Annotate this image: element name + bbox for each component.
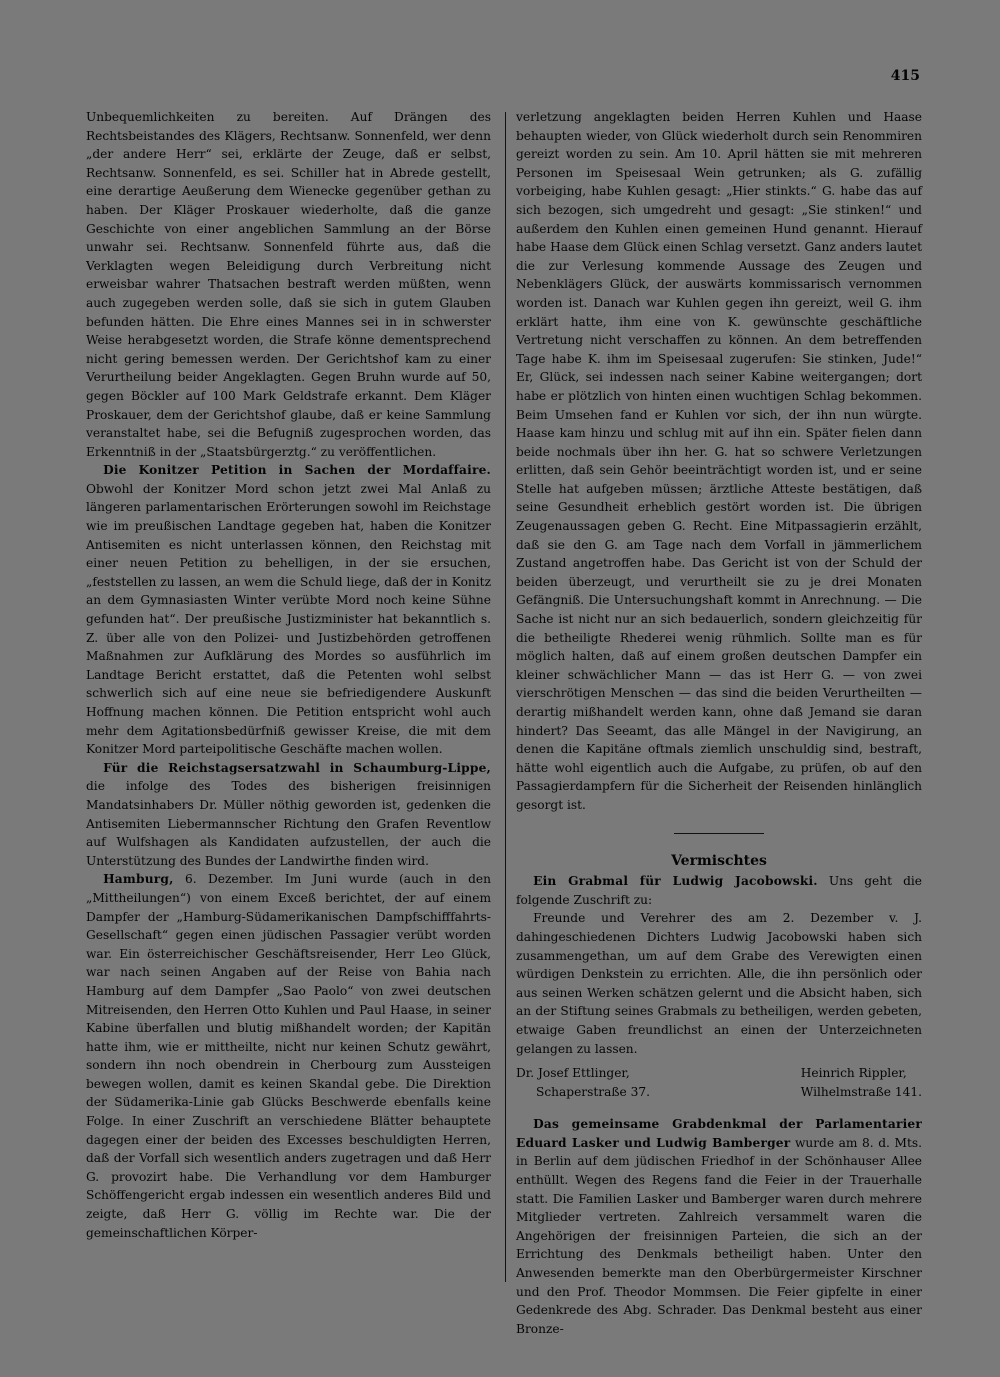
signature-2-address: Wilhelmstraße 141.	[800, 1084, 922, 1099]
vermischtes-title: Vermischtes	[671, 852, 767, 869]
page-number: 415	[890, 68, 920, 84]
grabmal-body: Freunde und Verehrer des am 2. Dezember v. J. dahingeschiedenen Dichters Ludwig Jacobowski haben sich zusammengethan, um auf dem Grabe des Verewigten einen würdigen Denkstein zu errichten. Alle, die ihn persönlich oder aus seinen Werken schätzen gelernt und die Absicht haben, sich an der Stiftung seines Grabmals zu betheiligen, werden gebeten, etwaige Gaben freundlichst an einen der Unterzeichneten gelangen zu lassen.	[516, 911, 922, 1056]
hamburg-body: 6. Dezember. Im Juni wurde (auch in den „Mittheilungen“) von einem Exceß berichtet, der auf einem Dampfer der „Hamburg-Südamerikanischen Dampfschifffahrts-Gesellschaft“ gegen einen jüdischen Passagier verübt worden war. Ein österreichischer Geschäftsreisender, Herr Leo Glück, war nach seinen Angaben auf der Reise von Bahia nach Hamburg auf dem Dampfer „Sao Paolo“ von zwei deutschen Mitreisenden, den Herren Otto Kuhlen und Paul Haase, in seiner Kabine überfallen und blutig mißhandelt worden; der Kapitän hatte ihm, wie er mittheilte, nicht nur keinen Schutz gewährt, sondern ihn noch obendrein in Cherbourg zum Aussteigen bewegen wollen, damit es keinen Skandal gebe. Die Direktion der Südamerika-Linie gab Glücks Beschwerde ebenfalls keine Folge. In einer Zuschrift an verschiedene Blätter behauptete dagegen einer der beiden des Excesses beschuldigten Herren, daß der Vorfall sich wesentlich anders zugetragen und daß Herr G. provozirt habe. Die Verhandlung vor dem Hamburger Schöffengericht ergab indessen ein wesentlich anderes Bild und zeigte, daß Herr G. völlig im Rechte war. Die der gemeinschaftlichen Körper-	[86, 872, 491, 1240]
signature-2-name: Heinrich Rippler,	[800, 1066, 907, 1081]
grabmal-headline: Ein Grabmal für Ludwig Jacobowski.	[533, 874, 818, 889]
konitz-article	[86, 461, 491, 759]
schaumburg-headline: Für die Reichstagsersatzwahl in Schaumburg-Lippe,	[103, 760, 491, 775]
left-column	[86, 108, 491, 1242]
signature-1-address: Schaperstraße 37.	[536, 1084, 650, 1099]
denkmal-headline: Das gemeinsame Grabdenkmal der Parlamentarier Eduard Lasker und Ludwig Bamberger	[516, 1117, 922, 1150]
column-divider	[505, 112, 506, 1282]
konitz-headline: Die Konitzer Petition in Sachen der Mordaffaire.	[103, 463, 491, 478]
denkmal-article	[516, 1115, 922, 1338]
signature-2	[801, 1064, 922, 1101]
signatures	[516, 1064, 922, 1101]
left-paragraph-1: Unbequemlichkeiten zu bereiten. Auf Drängen des Rechtsbeistandes des Klägers, Rechtsanw. Sonnenfeld, wer denn „der andere Herr“ sei, erklärte der Zeuge, daß er selbst, Rechtsanw. Sonnenfeld, es sei. Schiller hat in Abrede gestellt, eine derartige Aeußerung dem Wienecke gegenüber gethan zu haben. Der Kläger Proskauer wiederholte, daß die ganze Geschichte von einer angeblichen Sammlung an der Börse unwahr sei. Rechtsanw. Sonnenfeld führte aus, daß die Verklagten wegen Beleidigung durch Verbreitung nicht erweisbar wahrer Thatsachen bestraft werden müßten, wenn auch zugegeben werden solle, daß sie sich in gutem Glauben befunden hätten. Die Ehre eines Mannes sei in in schwerster Weise herabgesetzt worden, die Strafe könne dementsprechend nicht gering bemessen werden. Der Gerichtshof kam zu einer Verurtheilung beider Angeklagten. Gegen Bruhn wurde auf 50, gegen Böckler auf 100 Mark Geldstrafe erkannt. Dem Kläger Proskauer, dem der Gerichtshof glaube, daß er keine Sammlung veranstaltet habe, sei die Befugniß zugesprochen worden, das Erkenntniß in der „Staatsbürgerztg.“ zu veröffentlichen.	[86, 110, 491, 459]
hamburg-article	[86, 870, 491, 1242]
signature-1	[516, 1064, 650, 1101]
schaumburg-body: die infolge des Todes des bisherigen freisinnigen Mandatsinhabers Dr. Müller nöthig geworden ist, gedenken die Antisemiten Liebermannscher Richtung den Grafen Reventlow auf Wulfshagen als Kandidaten aufzustellen, der auch die Unterstützung des Bundes der Landwirthe finden wird.	[86, 779, 491, 868]
konitz-body: Obwohl der Konitzer Mord schon jetzt zwei Mal Anlaß zu längeren parlamentarischen Erörterungen sowohl im Reichstage wie im preußischen Landtage gegeben hat, haben die Konitzer Antisemiten es nicht unterlassen können, den Reichstag mit einer neuen Petition zu behelligen, in der sie ersuchen, „feststellen zu lassen, an wem die Schuld liege, daß der in Konitz an dem Gymnasiasten Winter verübte Mord noch keine Sühne gefunden hat“. Der preußische Justizminister hat bekanntlich s. Z. über alle von den Polizei- und Justizbehörden getroffenen Maßnahmen zur Aufklärung des Mordes so ausführlich im Landtage Bericht erstattet, daß die Petenten wohl selbst schwerlich sich auf eine neue sie befriedigendere Auskunft Hoffnung machen können. Die Petition entspricht wohl auch mehr dem Agitationsbedürfniß gewisser Kreise, die mit dem Konitzer Mord parteipolitische Geschäfte machen wollen.	[86, 481, 491, 757]
grabmal-article	[516, 872, 922, 909]
section-rule	[674, 833, 764, 834]
schaumburg-article	[86, 759, 491, 871]
right-paragraph-1: verletzung angeklagten beiden Herren Kuhlen und Haase behaupten wieder, von Glück wiederholt durch sein Renommiren gereizt worden zu sein. Am 10. April hätten sie mit mehreren Personen im Speisesaal Wein getrunken; als G. zufällig vorbeiging, habe Kuhlen gesagt: „Hier stinkts.“ G. habe das auf sich bezogen, sich umgedreht und gesagt: „Sie stinken!“ und außerdem den Kuhlen einen gemeinen Hund genannt. Hierauf habe Haase dem Glück einen Schlag versetzt. Ganz anders lautet die zur Verlesung kommende Aussage des Zeugen und Nebenklägers Glück, der auswärts kommissarisch vernommen worden ist. Danach war Kuhlen gegen ihn gereizt, weil G. ihm erklärt hatte, ihm eine von K. gewünschte geschäftliche Vertretung nicht verschaffen zu können. An dem betreffenden Tage habe K. ihm im Speisesaal zugerufen: Sie stinken, Jude!“ Er, Glück, sei indessen nach seiner Kabine weitergangen; dort habe er plötzlich von hinten einen wuchtigen Schlag bekommen. Beim Umsehen fand er Kuhlen vor sich, der ihn nun würgte. Haase kam hinzu und schlug mit auf ihn ein. Später fielen dann beide nochmals über ihn her. G. hat so schwere Verletzungen erlitten, daß sein Gehör beeinträchtigt worden ist, und er seine Stelle hat aufgeben müssen; ärztliche Atteste bestätigen, daß seine Gesundheit erheblich gestört worden ist. Die übrigen Zeugenaussagen geben G. Recht. Eine Mitpassagierin erzählt, daß sie den G. am Tage nach dem Vorfall in jämmerlichem Zustand angetroffen habe. Das Gericht ist von der Schuld der beiden überzeugt, und verurtheilt sie zu je drei Monaten Gefängniß. Die Untersuchungshaft kommt in Anrechnung. — Die Sache ist nicht nur an sich bedauerlich, sondern gleichzeitig für die betheiligte Rhederei wenig rühmlich. Sollte man es für möglich halten, daß auf einem großen deutschen Dampfer ein kleiner schwächlicher Mann — das ist Herr G. — von zwei vierschrötigen Menschen — das sind die beiden Verurtheilten — derartig mißhandelt werden kann, ohne daß Jemand sie daran hindert? Das Seeamt, das alle Mängel in der Navigirung, an denen die Kapitäne oftmals ziemlich unschuldig sind, bestraft, hätte wohl eigentlich auch die Aufgabe, zu prüfen, ob auf den Passagierdampfern für die Sicherheit der Reisenden hinlänglich gesorgt ist.	[516, 110, 922, 812]
right-column	[516, 108, 922, 1338]
grabmal-intro: Uns geht die folgende Zuschrift zu:	[516, 874, 922, 907]
hamburg-headline: Hamburg,	[103, 872, 174, 887]
signature-1-name: Dr. Josef Ettlinger,	[516, 1066, 630, 1081]
denkmal-body: wurde am 8. d. Mts. in Berlin auf dem jüdischen Friedhof in der Schönhauser Allee enthüllt. Wegen des Regens fand die Feier in der Trauerhalle statt. Die Familien Lasker und Bamberger waren durch mehrere Mitglieder vertreten. Zahlreich versammelt waren die Angehörigen der freisinnigen Parteien, die sich an der Errichtung des Denkmals betheiligt haben. Unter den Anwesenden bemerkte man den Oberbürgermeister Kirschner und den Prof. Theodor Mommsen. Die Feier gipfelte in einer Gedenkrede des Abg. Schrader. Das Denkmal besteht aus einer Bronze-	[516, 1135, 923, 1336]
